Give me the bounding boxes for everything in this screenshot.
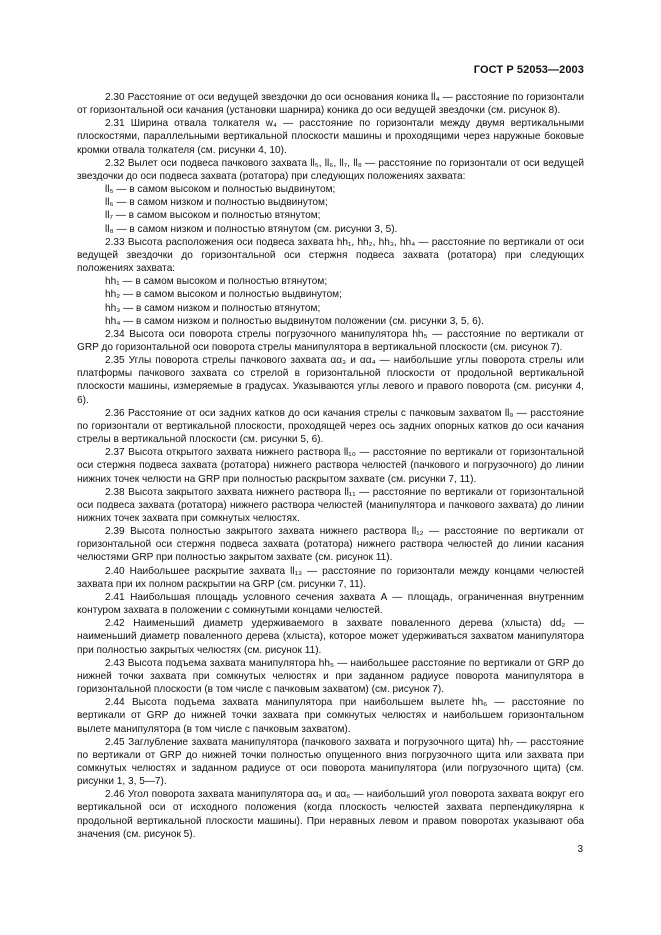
clause-paragraph: 2.40 Наибольшее раскрытие захвата ll₁₃ — расстояние по горизонтали между концами челюстей захвата при их полном раскрытии на GRP (см. рисунки 7, 11). bbox=[77, 565, 584, 590]
clause-paragraph: 2.45 Заглубление захвата манипулятора (пачкового захвата и погрузочного щита) hh₇ — расстояние по вертикали от GRP до нижней точки полностью опущенного вниз погрузочного щита или захвата при сомкнутых челюстях и заданном радиусе от оси поворота манипулятора (или погрузочного щита) (см. рисунки 1, 3, 5—7). bbox=[77, 736, 584, 788]
list-item: hh₂ — в самом высоком и полностью выдвинутом; bbox=[105, 289, 342, 301]
clause-paragraph: 2.42 Наименьший диаметр удерживаемого в захвате поваленного дерева (хлыста) dd₂ — наименьший диаметр поваленного дерева (хлыста), которое может удерживаться захватом манипулятора при полностью закрытых челюстях (см. рисунок 11). bbox=[77, 618, 584, 656]
clause-paragraph: 2.46 Угол поворота захвата манипулятора αα₅ и αα₆ — наибольший угол поворота захвата вокруг его вертикальной оси от исходного положения (когда плоскость челюстей захвата перпендикулярна к продольной вертикальной плоскости машины). При неравных левом и правом поворотах указывают оба значения (см. рисунок 5). bbox=[77, 789, 584, 840]
clause-paragraph: 2.41 Наибольшая площадь условного сечения захвата A — площадь, ограниченная внутренним контуром захвата в положении с сомкнутыми концами челюстей. bbox=[77, 591, 584, 617]
list-item: hh₁ — в самом высоком и полностью втянутом; bbox=[105, 276, 328, 288]
clause-paragraph: 2.30 Расстояние от оси ведущей звездочки до оси основания коника ll₄ — расстояние по горизонтали от горизонтальной оси качания (установки шарнира) коника до оси ведущей звездочки (см. рисунок 8). bbox=[77, 92, 584, 117]
clause-paragraph: 2.38 Высота закрытого захвата нижнего раствора ll₁₁ — расстояние по вертикали от горизонтальной оси подвеса захвата (ротатора) нижнего раствора челюстей (манипулятора и пачкового захвата) до линии нижних точек захвата при сомкнутых челюстях. bbox=[77, 486, 584, 524]
clause-paragraph: 2.39 Высота полностью закрытого захвата нижнего раствора ll₁₂ — расстояние по вертикали от горизонтальной оси стержня подвеса захвата (ротатора) нижнего раствора челюстей до линии касания челюстями GRP при полностью закрытом захвате (см. рисунок 11). bbox=[77, 526, 584, 564]
clause-paragraph: 2.33 Высота расположения оси подвеса захвата hh₁, hh₂, hh₃, hh₄ — расстояние по вертикали от оси ведущей звездочки до горизонтальной оси стержня подвеса захвата (ротатора) при следующих положениях захвата: bbox=[77, 236, 584, 275]
clause-paragraph: 2.32 Вылет оси подвеса пачкового захвата ll₅, ll₆, ll₇, ll₈ — расстояние по горизонтали от оси ведущей звездочки до оси подвеса захвата (ротатора) при следующих положениях захвата: bbox=[77, 157, 584, 182]
list-item: hh₄ — в самом низком и полностью выдвинутом положении (см. рисунки 3, 5, 6). bbox=[105, 315, 484, 327]
clause-paragraph: 2.34 Высота оси поворота стрелы погрузочного манипулятора hh₅ — расстояние по вертикали от GRP до горизонтальной оси поворота стрелы манипулятора в вертикальной плоскости (см. рисунок 7). bbox=[77, 328, 584, 353]
clause-paragraph: 2.43 Высота подъема захвата манипулятора hh₅ — наибольшее расстояние по вертикали от GRP до нижней точки захвата при сомкнутых челюстях и при заданном радиусе поворота манипулятора в горизонтальной плоскости (в том числе с пачковым захватом) (см. рисунок 7). bbox=[77, 657, 584, 696]
list-item: hh₃ — в самом низком и полностью втянутом; bbox=[105, 302, 321, 314]
document-body bbox=[77, 91, 584, 841]
clause-paragraph: 2.44 Высота подъема захвата манипулятора при наибольшем вылете hh₆ — расстояние по вертикали от GRP до нижней точки захвата при сомкнутых челюстях и наибольшем горизонтальном вылете манипулятора (в том числе с пачковым захватом). bbox=[77, 697, 584, 735]
standard-code-header: ГОСТ Р 52053—2003 bbox=[473, 64, 584, 76]
list-item: ll₅ — в самом высоком и полностью выдвинутом; bbox=[105, 184, 336, 196]
list-item: ll₈ — в самом низком и полностью втянутом (см. рисунки 3, 5). bbox=[105, 223, 398, 235]
clause-paragraph: 2.36 Расстояние от оси задних катков до оси качания стрелы с пачковым захватом ll₉ — расстояние по горизонтали от вертикальной плоскости, проходящей через ось задних опорных катков до оси качания стрелы в вертикальной плоскости (см. рисунки 5, 6). bbox=[77, 407, 584, 446]
list-item: ll₇ — в самом высоком и полностью втянутом; bbox=[105, 210, 321, 222]
clause-paragraph: 2.31 Ширина отвала толкателя w₄ — расстояние по горизонтали между двумя вертикальными плоскостями, параллельными вертикальной плоскости машины и проходящими через наружные боковые кромки отвала толкателя (см. рисунки 4, 10). bbox=[77, 118, 584, 156]
list-item: ll₆ — в самом низком и полностью выдвинутом; bbox=[105, 197, 328, 209]
clause-paragraph: 2.37 Высота открытого захвата нижнего раствора ll₁₀ — расстояние по вертикали от горизонтальной оси стержня подвеса захвата (ротатора) нижнего раствора челюстей (пачкового и погрузочного) до линии нижних точек челюсти на GRP при полностью раскрытом захвате (см. рисунки 7, 11). bbox=[77, 447, 584, 485]
clause-paragraph: 2.35 Углы поворота стрелы пачкового захвата αα₃ и αα₄ — наибольшие углы поворота стрелы или платформы пачкового захвата со стрелой в горизонтальной плоскости от продольной вертикальной плоскости машины, измеряемые в градусах. Указываются углы левого и правого поворота (см. рисунки 4, 6). bbox=[77, 355, 584, 406]
page-number: 3 bbox=[577, 844, 583, 855]
